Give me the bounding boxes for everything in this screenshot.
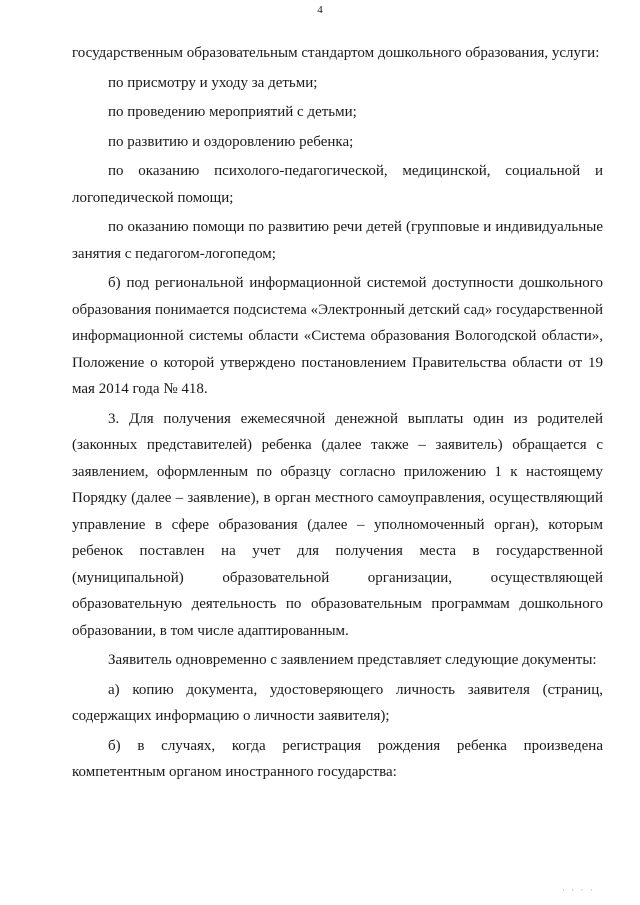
- paragraph-3-application: 3. Для получения ежемесячной денежной выплаты один из родителей (законных представителей) ребенка (далее также – заявитель) обращается с заявлением, оформленным по образцу согласно приложению 1 к настоящему Порядку (далее – заявление), в орган местного самоуправления, осуществляющий управление в сфере образования (далее – уполномоченный орган), которым ребенок поставлен на учет для получения места в государственной (муниципальной) образовательной организации, осуществляющей образовательную деятельность по образовательным программам дошкольного образовании, в том числе адаптированным.: [72, 410, 603, 639]
- corner-scan-marks: · · · ·: [562, 885, 595, 895]
- list-item-development: по развитию и оздоровлению ребенка;: [108, 133, 354, 150]
- paragraph-continuation: государственным образовательным стандартом дошкольного образования, услуги:: [72, 45, 600, 61]
- paragraph-documents-intro: Заявитель одновременно с заявлением представляет следующие документы:: [108, 652, 597, 668]
- paragraph-b-foreign-registration: б) в случаях, когда регистрация рождения ребенка произведена компетентным органом иностранного государства:: [72, 737, 603, 780]
- list-item-speech: по оказанию помощи по развитию речи детей (групповые и индивидуальные занятия с педагогом-логопедом;: [72, 219, 603, 262]
- list-item-events: по проведению мероприятий с детьми;: [108, 104, 357, 120]
- list-item-assistance: по оказанию психолого-педагогической, медицинской, социальной и логопедической помощи;: [72, 163, 603, 206]
- page-number: 4: [317, 4, 323, 16]
- list-item-supervision: по присмотру и уходу за детьми;: [108, 74, 318, 91]
- paragraph-a-identity-copy: а) копию документа, удостоверяющего личность заявителя (страниц, содержащих информацию о личности заявителя);: [72, 681, 603, 724]
- document-body: [72, 40, 603, 786]
- paragraph-b-information-system: б) под региональной информационной системой доступности дошкольного образования понимается подсистема «Электронный детский сад» государственной информационной системы области «Система образования Вологодской области», Положение о которой утверждено постановлением Правительства области от 19 мая 2014 года № 418.: [72, 275, 603, 397]
